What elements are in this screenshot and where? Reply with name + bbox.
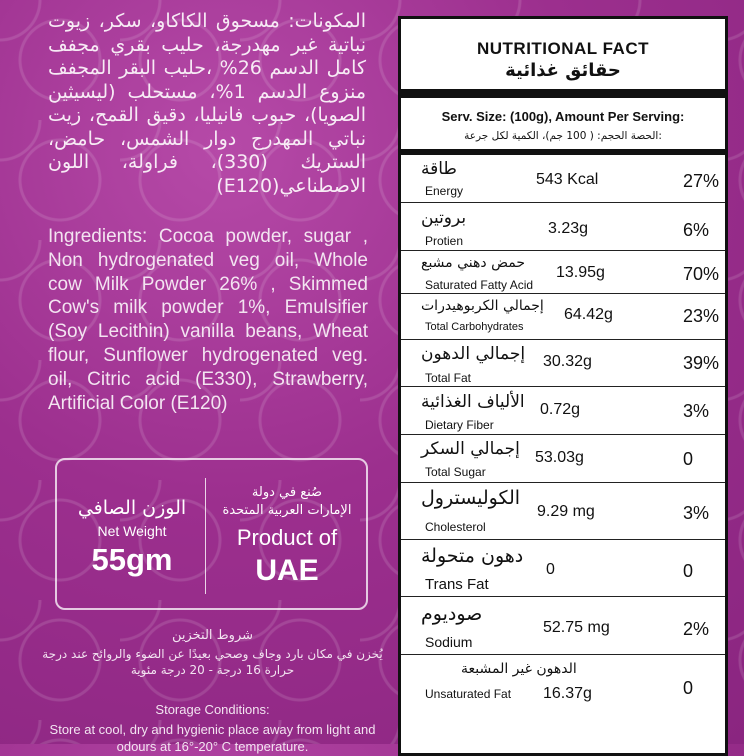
thick-rule-top (401, 89, 725, 98)
nutrient-amount: 0 (546, 561, 555, 578)
origin-label-en: Product of (236, 525, 338, 550)
storage-title-en: Storage Conditions: (155, 702, 270, 717)
nutrient-name-ar: الألياف الغذائية (421, 392, 525, 412)
nutrient-name-ar: دهون متحولة (421, 545, 524, 567)
nutrient-daily-value: 27% (683, 171, 720, 191)
ingredients-arabic: المكونات: مسحوق الكاكاو، سكر، زيوت نباتية غير مهدرجة، حليب بقري مجفف كامل الدسم 26% ،حليب البقر المجفف منزوع الدسم 1%، مستحلب (ليسيثين الصويا)، حبوب فانيليا، دقيق القمح، زيت نباتي المهدرج دوار الشمس، حامض، الستريك (330)، فراولة، اللون الاصطناعي(E120) (48, 10, 367, 197)
nutrient-name-ar: إجمالي الدهون (421, 344, 526, 364)
nutrient-daily-value: 70% (683, 264, 720, 284)
ingredients-english: Ingredients: Cocoa powder, sugar , Non hydrogenated veg oil, Whole cow Milk Powder 26% , Skimmed Cow's milk powder 1%, Emulsifier (Soy Lecithin) vanilla beans, Wheat flour, Sunflower hydrogenated veg. oil, Citric acid (E330), Strawberry, Artificial Color (E120) (48, 226, 368, 414)
nutrient-amount: 3.23g (548, 220, 589, 237)
storage-section (40, 628, 385, 755)
nutrient-daily-value: 3% (683, 401, 710, 421)
nutrient-name-en: Total Carbohydrates (425, 321, 524, 333)
net-weight-label-ar: الوزن الصافي (77, 497, 187, 519)
nutrient-amount: 64.42g (564, 306, 613, 323)
nutrition-title: NUTRITIONAL FACT (476, 39, 649, 58)
nutrient-amount: 0.72g (540, 401, 581, 418)
nutrient-amount: 52.75 mg (543, 619, 610, 636)
nutrient-daily-value: 39% (683, 353, 720, 373)
nutrient-name-ar: طاقة (421, 159, 457, 179)
nutrient-daily-value: 3% (683, 503, 710, 523)
nutrient-name-en: Total Fat (425, 371, 472, 385)
nutrient-name-ar: حمض دهني مشبع (421, 255, 525, 271)
nutrient-name-en: Cholesterol (425, 520, 486, 534)
row-divider (401, 654, 725, 655)
serving-size: Serv. Size: (100g), Amount Per Serving: (441, 109, 685, 124)
nutrition-title-ar: حقائق غذائية (505, 60, 621, 81)
row-divider (401, 434, 725, 435)
nutrient-name-en: Sodium (425, 634, 473, 650)
nutrient-daily-value: 23% (683, 306, 720, 326)
origin-country: UAE (255, 554, 319, 587)
nutrient-daily-value: 0 (683, 561, 694, 581)
row-divider (401, 539, 725, 540)
nutrient-name-en: Trans Fat (425, 576, 489, 593)
nutrient-name-ar: الدهون غير المشبعة (461, 661, 577, 677)
box-divider (205, 478, 206, 594)
origin-line2-ar: الإمارات العربية المتحدة (222, 503, 352, 518)
nutrient-amount: 13.95g (556, 264, 605, 281)
row-divider (401, 250, 725, 251)
net-weight-box (55, 458, 368, 610)
nutrition-panel (398, 16, 728, 756)
nutrient-daily-value: 0 (683, 449, 694, 469)
nutrient-amount: 53.03g (535, 449, 584, 466)
net-weight-value: 55gm (91, 542, 173, 577)
nutrient-amount: 9.29 mg (537, 503, 595, 520)
nutrient-name-en: Protien (425, 234, 464, 248)
nutrient-name-en: Total Sugar (425, 465, 486, 479)
thick-rule-serving (401, 149, 725, 155)
nutrient-amount: 543 Kcal (536, 171, 599, 188)
row-divider (401, 339, 725, 340)
nutrient-daily-value: 2% (683, 619, 710, 639)
nutrient-amount: 16.37g (543, 685, 592, 702)
row-divider (401, 386, 725, 387)
row-divider (401, 202, 725, 203)
nutrient-name-en: Energy (425, 184, 464, 198)
row-divider (401, 482, 725, 483)
storage-title-ar: شروط التخزين (171, 628, 254, 643)
nutrient-name-ar: الكوليسترول (421, 487, 521, 509)
row-divider (401, 596, 725, 597)
nutrient-amount: 30.32g (543, 353, 592, 370)
serving-size-ar: الحصة الحجم: ( 100 جم)، الكمية لكل جرعة: (464, 130, 662, 142)
nutrient-name-ar: إجمالي الكربوهيدرات (421, 298, 544, 314)
nutrient-daily-value: 6% (683, 220, 710, 240)
row-divider (401, 293, 725, 294)
nutrient-name-ar: بروتين (421, 208, 467, 228)
nutrient-name-en: Unsaturated Fat (425, 687, 512, 701)
net-weight-label-en: Net Weight (97, 523, 167, 539)
storage-text-en: Store at cool, dry and hygienic place away from light and odours at 16°-20° C temperature. (49, 722, 376, 754)
nutrient-daily-value: 0 (683, 678, 694, 698)
origin-line1-ar: صُنع في دولة (251, 485, 323, 500)
storage-text-ar: يُخزن في مكان بارد وجاف وصحي بعيدًا عن الضوء والروائح عند درجة حرارة 16 درجة - 20 درجة مئوية (42, 647, 383, 677)
nutrient-name-ar: إجمالي السكر (421, 439, 520, 459)
nutrient-name-ar: صوديوم (421, 603, 483, 625)
nutrient-name-en: Dietary Fiber (425, 418, 494, 432)
nutrient-name-en: Saturated Fatty Acid (425, 278, 534, 292)
